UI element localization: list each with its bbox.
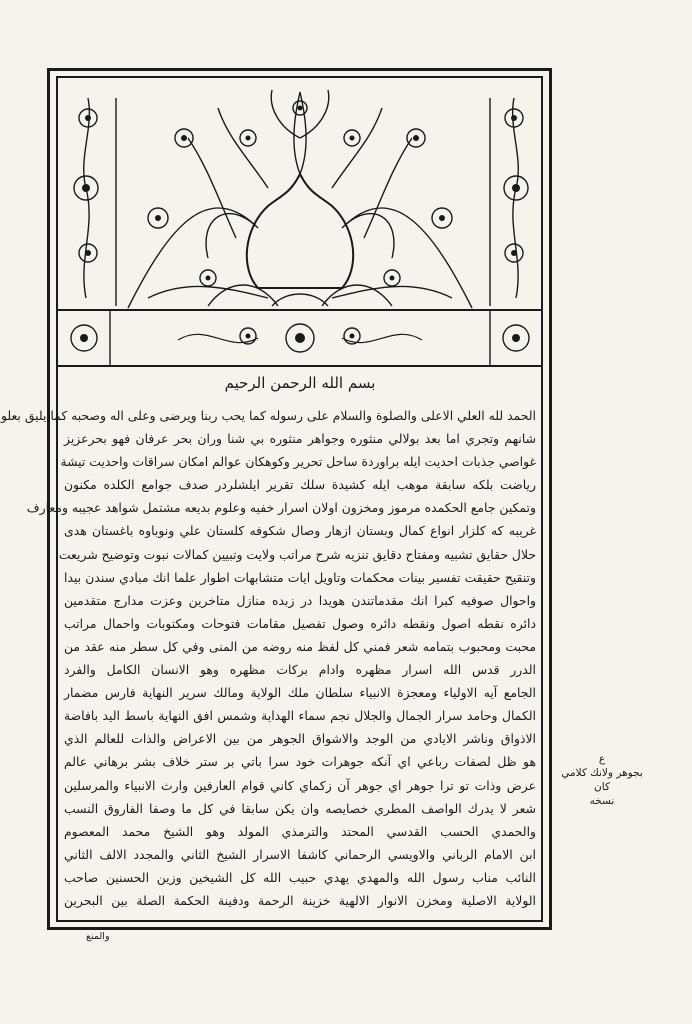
catchword: والمنع — [86, 931, 110, 942]
text-line: الجامع آيه الاولياء ومعجزة الانبياء سلطان ملك الولاية ومالك سرير النهاية فارس مضمار — [64, 685, 536, 701]
text-line: رياضت بلكه سابقة موهب ايله كشيدة سلك تقرير ايلشلردر صدف جوامع الكلده مكنون — [64, 477, 536, 493]
text-line: دائره نقطه اصول ونقطه دائره وصول تفصيل مقامات فتوحات ومكتوبات واحمال مراتب — [64, 615, 536, 631]
text-line: شعر لا يدرك الواصف المطري خصايصه وان يكن سابقا في كل ما وصفا الفاروق النسب — [64, 800, 536, 816]
margin-note — [556, 752, 648, 808]
margin-note-line: كان — [594, 781, 610, 793]
text-line: غريبه كه كلزار انواع كمال وبستان ازهار وصال شكوفه كلستان علي ونوباوه باغستان هدى — [64, 523, 536, 539]
text-line: واحوال صوفيه كبرا انك مقدماتندن هويدا در زبده منازل متاخرين وعزت مدارج متقدمين — [64, 592, 536, 608]
text-line: الحمد لله العلي الاعلى والصلوة والسلام على رسوله كما يحب ربنا ويرضى وعلى اله وصحبه كما يليق بعلو — [0, 408, 536, 423]
floral-headpiece-ornament — [58, 78, 541, 368]
text-line: الدرر قدس الله اسرار مظهره وادام بركات مظهره وهو الانسان الكامل والفرد — [64, 662, 536, 678]
margin-note-line: بجوهر ولانك كلامي — [561, 767, 643, 779]
main-text-block — [0, 404, 536, 912]
text-line: الاذواق وناشر الايادي من الوجد والاشواق الجوهر من بين الاعراض والذات للعالم الذي — [64, 731, 536, 747]
text-line: شانهم وتجري اما بعد بولالي منثوره وجواهر منثوره بي شنا وران بحر عرفان فهو بحرعزيز — [64, 431, 536, 447]
basmala-heading: بسم الله الرحمن الرحيم — [224, 374, 376, 392]
text-line: هو ظل لصفات رباعي اي آنكه جوهرات خود سرا باتي بر ستر خلاف بشر برهاني عالم — [64, 754, 536, 770]
text-line: وتنقيح حقيقت تفسير بينات محكمات وتاويل ايات متشابهات اطوار علما انك مبادي سندن بيدا — [64, 569, 536, 585]
text-line: محبت ومحبوب بتمامه شعر فمني كل لفظ منه روضه من المنى وفي كل سطر منه عقد من — [64, 638, 536, 654]
text-line: وتمكين جامع الحكمده مرموز ومخزون اولان اسرار خفيه وعلوم بديعه مشتمل شواهد عجيبه ومعارف — [26, 500, 536, 516]
margin-note-line: ع — [598, 753, 606, 765]
text-line: عرض وذات تو ترا جوهر اي جوهر آن زكماي كاني قوام العارفين وارث الانبياء والمرسلين — [64, 777, 536, 793]
text-line: حلال حقايق تشبيه ومفتاح دقايق تنزيه شرح مراتب ولايت وتبيين كمالات نبوت وتوضيح شريعت — [58, 546, 536, 562]
text-line: والحمدي الحسب القدسي المحتد والترمذي المولد وهو الشيخ محمد المعصوم — [64, 823, 536, 839]
text-line: الكمال وحامد سرار الجمال والجلال نجم سماء الهداية وشمس افق النهاية باسط اليد بافاضة — [64, 708, 536, 724]
text-line: النائب مناب رسول الله والمهدي يهدي حبيب الله كل الشيخين وزين الحسنين صاحب — [64, 869, 536, 885]
margin-note-line: نسخه — [589, 795, 615, 807]
text-line: ابن الامام الرباني والاويسي الرحماني كاشفا الاسرار الشيخ الثاني والمجدد الالف الثاني — [64, 846, 536, 862]
text-line: الولاية الاصلية ومخزن الانوار الالهية خزينة الرحمة ودفينة الحكمة الصلة بين البحرين — [64, 892, 536, 908]
text-line: غواصي جذبات احديت ايله براوردة ساحل تحرير وكوهكان عوالم امكان سراقات واحديت تيشة — [60, 454, 536, 470]
